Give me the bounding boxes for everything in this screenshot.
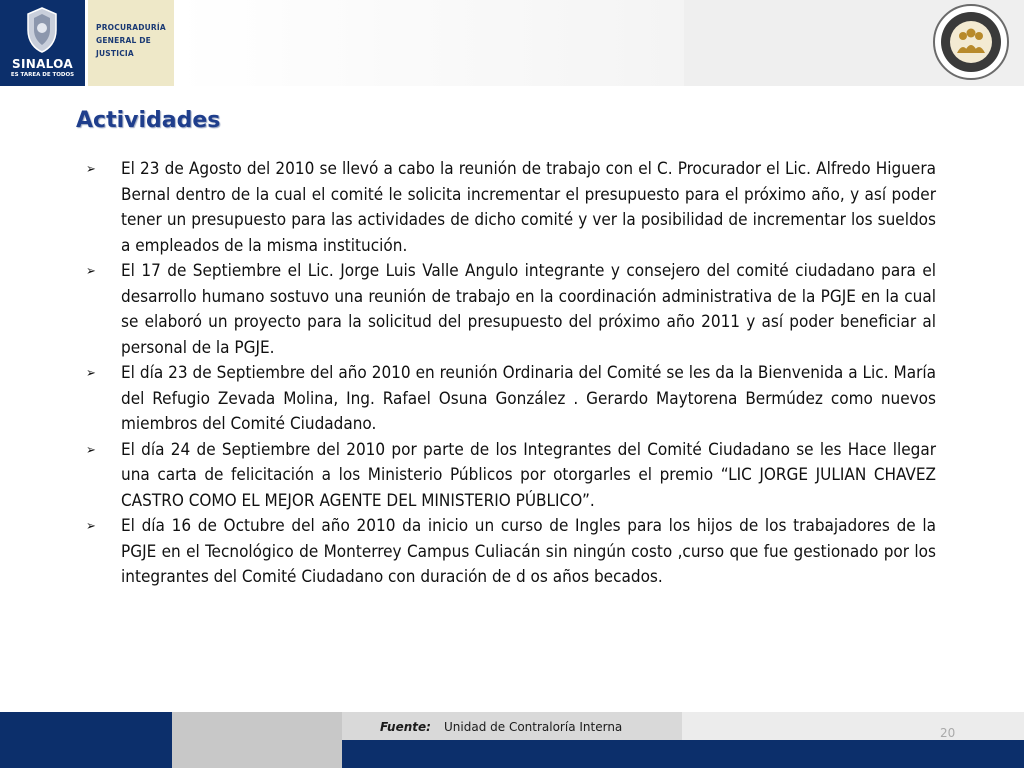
arrow-bullet-icon: ➢ [86, 442, 96, 458]
source-label: Fuente: [380, 720, 431, 734]
agency-name-line-1: PROCURADURÍA [96, 23, 166, 32]
arrow-bullet-icon: ➢ [86, 264, 96, 279]
activity-item [86, 157, 936, 259]
activity-item [86, 361, 936, 438]
activity-text: El día 16 de Octubre del año 2010 da inicio un curso de Ingles para los hijos de los trabajadores de la PGJE en el Tecnológico de Monterrey Campus Culiacán sin ningún costo ,curso que fue gestionado por los integrantes del Comité Ciudadano con duración de d os años becados. [121, 516, 936, 587]
activity-text: El día 23 de Septiembre del año 2010 en reunión Ordinaria del Comité se les da la Bienvenida a Lic. María del Refugio Zevada Molina, Ing. Rafael Osuna González . Gerardo Maytorena Bermúdez como nuevos miembros del Comité Ciudadano. [121, 363, 936, 434]
state-name: SINALOA [12, 57, 73, 71]
slide-header [0, 0, 1024, 86]
footer-gray-block [172, 712, 342, 768]
agency-seal-icon [932, 3, 1010, 81]
agency-name-line-2: GENERAL DE [96, 36, 151, 45]
agency-name-line-3: JUSTICIA [96, 49, 134, 58]
agency-name-box [88, 0, 174, 86]
page-number: 20 [940, 726, 956, 740]
activity-text: El día 24 de Septiembre del 2010 por parte de los Integrantes del Comité Ciudadano se les Hace llegar una carta de felicitación a los Ministerio Públicos por otorgarles el premio “LIC JORGE JULIAN CHAVEZ CASTRO COMO EL MEJOR AGENTE DEL MINISTERIO PÚBLICO”. [121, 439, 936, 511]
source-text: Unidad de Contraloría Interna [444, 720, 623, 734]
footer-navy-strip [342, 740, 1024, 768]
activity-text: El 23 de Agosto del 2010 se llevó a cabo la reunión de trabajo con el C. Procurador el Lic. Alfredo Higuera Bernal dentro de la cual el comité le solicita incrementar el presupuesto para el próximo año, y así poder tener un presupuesto para las actividades de dicho comité y ver la posibilidad de incrementar los sueldos a empleados de la misma institución. [121, 159, 936, 256]
sinaloa-logo [0, 0, 85, 86]
slide-title: Actividades [76, 108, 221, 133]
arrow-bullet-icon: ➢ [86, 162, 96, 177]
activity-item [86, 438, 936, 515]
arrow-bullet-icon: ➢ [86, 519, 96, 534]
slide-footer [0, 712, 1024, 768]
activity-item [86, 259, 936, 361]
arrow-bullet-icon: ➢ [86, 366, 96, 381]
state-tagline: ES TAREA DE TODOS [10, 72, 75, 78]
header-band [176, 0, 684, 86]
footer-navy-block [0, 712, 172, 768]
sinaloa-coat-of-arms-icon [22, 6, 62, 54]
activity-item [86, 514, 936, 591]
activity-text: El 17 de Septiembre el Lic. Jorge Luis Valle Angulo integrante y consejero del comité ciudadano para el desarrollo humano sostuvo una reunión de trabajo en la coordinación administrativa de la PGJE en la cual se elaboró un proyecto para la solicitud del presupuesto del próximo año 2011 y así poder beneficiar al personal de la PGJE. [121, 261, 936, 358]
activities-list [86, 157, 936, 591]
